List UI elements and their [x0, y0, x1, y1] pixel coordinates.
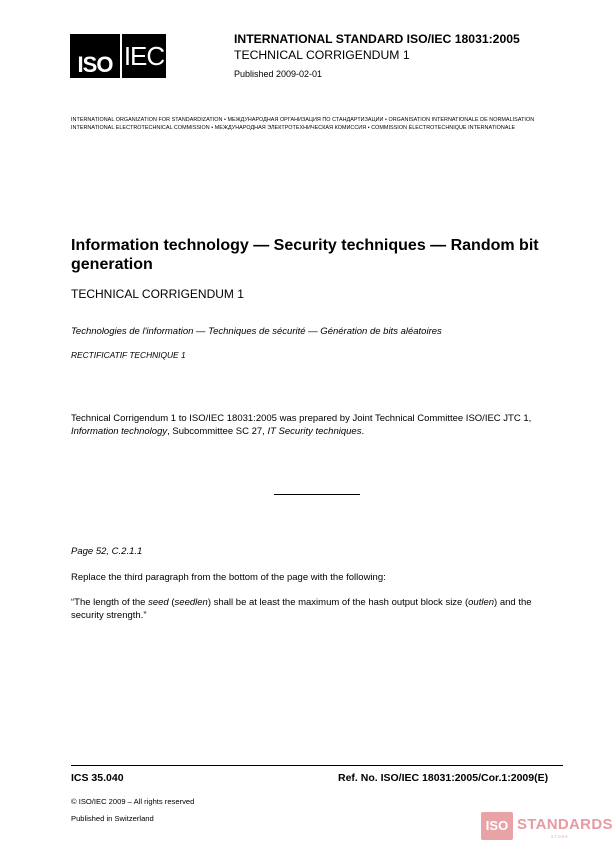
- replacement-instruction: Replace the third paragraph from the bottom of the page with the following:: [71, 572, 386, 583]
- iso-logo: [70, 34, 120, 78]
- watermark-box: [481, 812, 513, 840]
- iec-logo: IEC: [122, 34, 166, 78]
- reference-number: Ref. No. ISO/IEC 18031:2005/Cor.1:2009(E): [338, 772, 549, 784]
- corrigendum-subtitle: TECHNICAL CORRIGENDUM 1: [234, 48, 410, 62]
- corrigendum-label: TECHNICAL CORRIGENDUM 1: [71, 287, 244, 301]
- iso-logo-text: ISO: [77, 52, 113, 77]
- quote-text-a: “The length of the: [71, 597, 149, 608]
- prepared-by-paragraph: [71, 412, 563, 438]
- prepared-by-text-2: , Subcommittee SC 27,: [167, 426, 268, 437]
- french-rectificatif: RECTIFICATIF TECHNIQUE 1: [71, 350, 186, 360]
- ics-code: ICS 35.040: [71, 772, 124, 784]
- published-date: Published 2009-02-01: [234, 69, 323, 79]
- copyright-notice: © ISO/IEC 2009 – All rights reserved: [71, 797, 195, 806]
- quote-text-c: ) shall be at least the maximum of the hash output block size (: [207, 597, 469, 608]
- standard-title: INTERNATIONAL STANDARD ISO/IEC 18031:2005: [234, 32, 520, 46]
- committee-name: Information technology: [71, 426, 168, 437]
- prepared-by-text-1: Technical Corrigendum 1 to ISO/IEC 18031:2005 was prepared by Joint Technical Committee ISO/IEC JTC 1,: [71, 413, 532, 424]
- term-seedlen: seedlen: [174, 597, 208, 608]
- quote-text-b: (: [168, 597, 175, 608]
- subcommittee-name: IT Security techniques: [267, 426, 362, 437]
- page-reference: Page 52, C.2.1.1: [71, 546, 143, 557]
- organizations-line-1: INTERNATIONAL ORGANIZATION FOR STANDARDIZATION • МЕЖДУНАРОДНАЯ ОРГАНИЗАЦИЯ ПО СТАНДАРТИЗАЦИИ • ORGANISATION INTERNATIONALE DE NORMALISATION: [71, 117, 535, 123]
- quote-text-d: ) and the security strength.”: [71, 597, 532, 621]
- document-title: Information technology — Security techniques — Random bit generation: [71, 237, 539, 273]
- footer-rule: [71, 765, 563, 766]
- watermark-iso: ISO: [485, 818, 509, 833]
- term-outlen: outlen: [468, 597, 495, 608]
- watermark-text: STANDARDS: [517, 816, 613, 833]
- french-title: Technologies de l'information — Techniques de sécurité — Génération de bits aléatoires: [71, 326, 442, 337]
- organizations-line-2: INTERNATIONAL ELECTROTECHNICAL COMMISSION • МЕЖДУНАРОДНАЯ ЭЛЕКТРОТЕХНИЧЕСКАЯ КОМИССИЯ • COMMISSION ÉLECTROTECHNIQUE INTERNATIONALE: [71, 125, 516, 131]
- term-seed: seed: [148, 597, 169, 608]
- iso-standards-watermark: [481, 812, 613, 840]
- watermark-store: STORE: [551, 834, 569, 839]
- replacement-text: [71, 596, 563, 622]
- published-in: Published in Switzerland: [71, 814, 154, 823]
- separator-rule: [274, 494, 360, 495]
- prepared-by-text-3: .: [361, 426, 365, 437]
